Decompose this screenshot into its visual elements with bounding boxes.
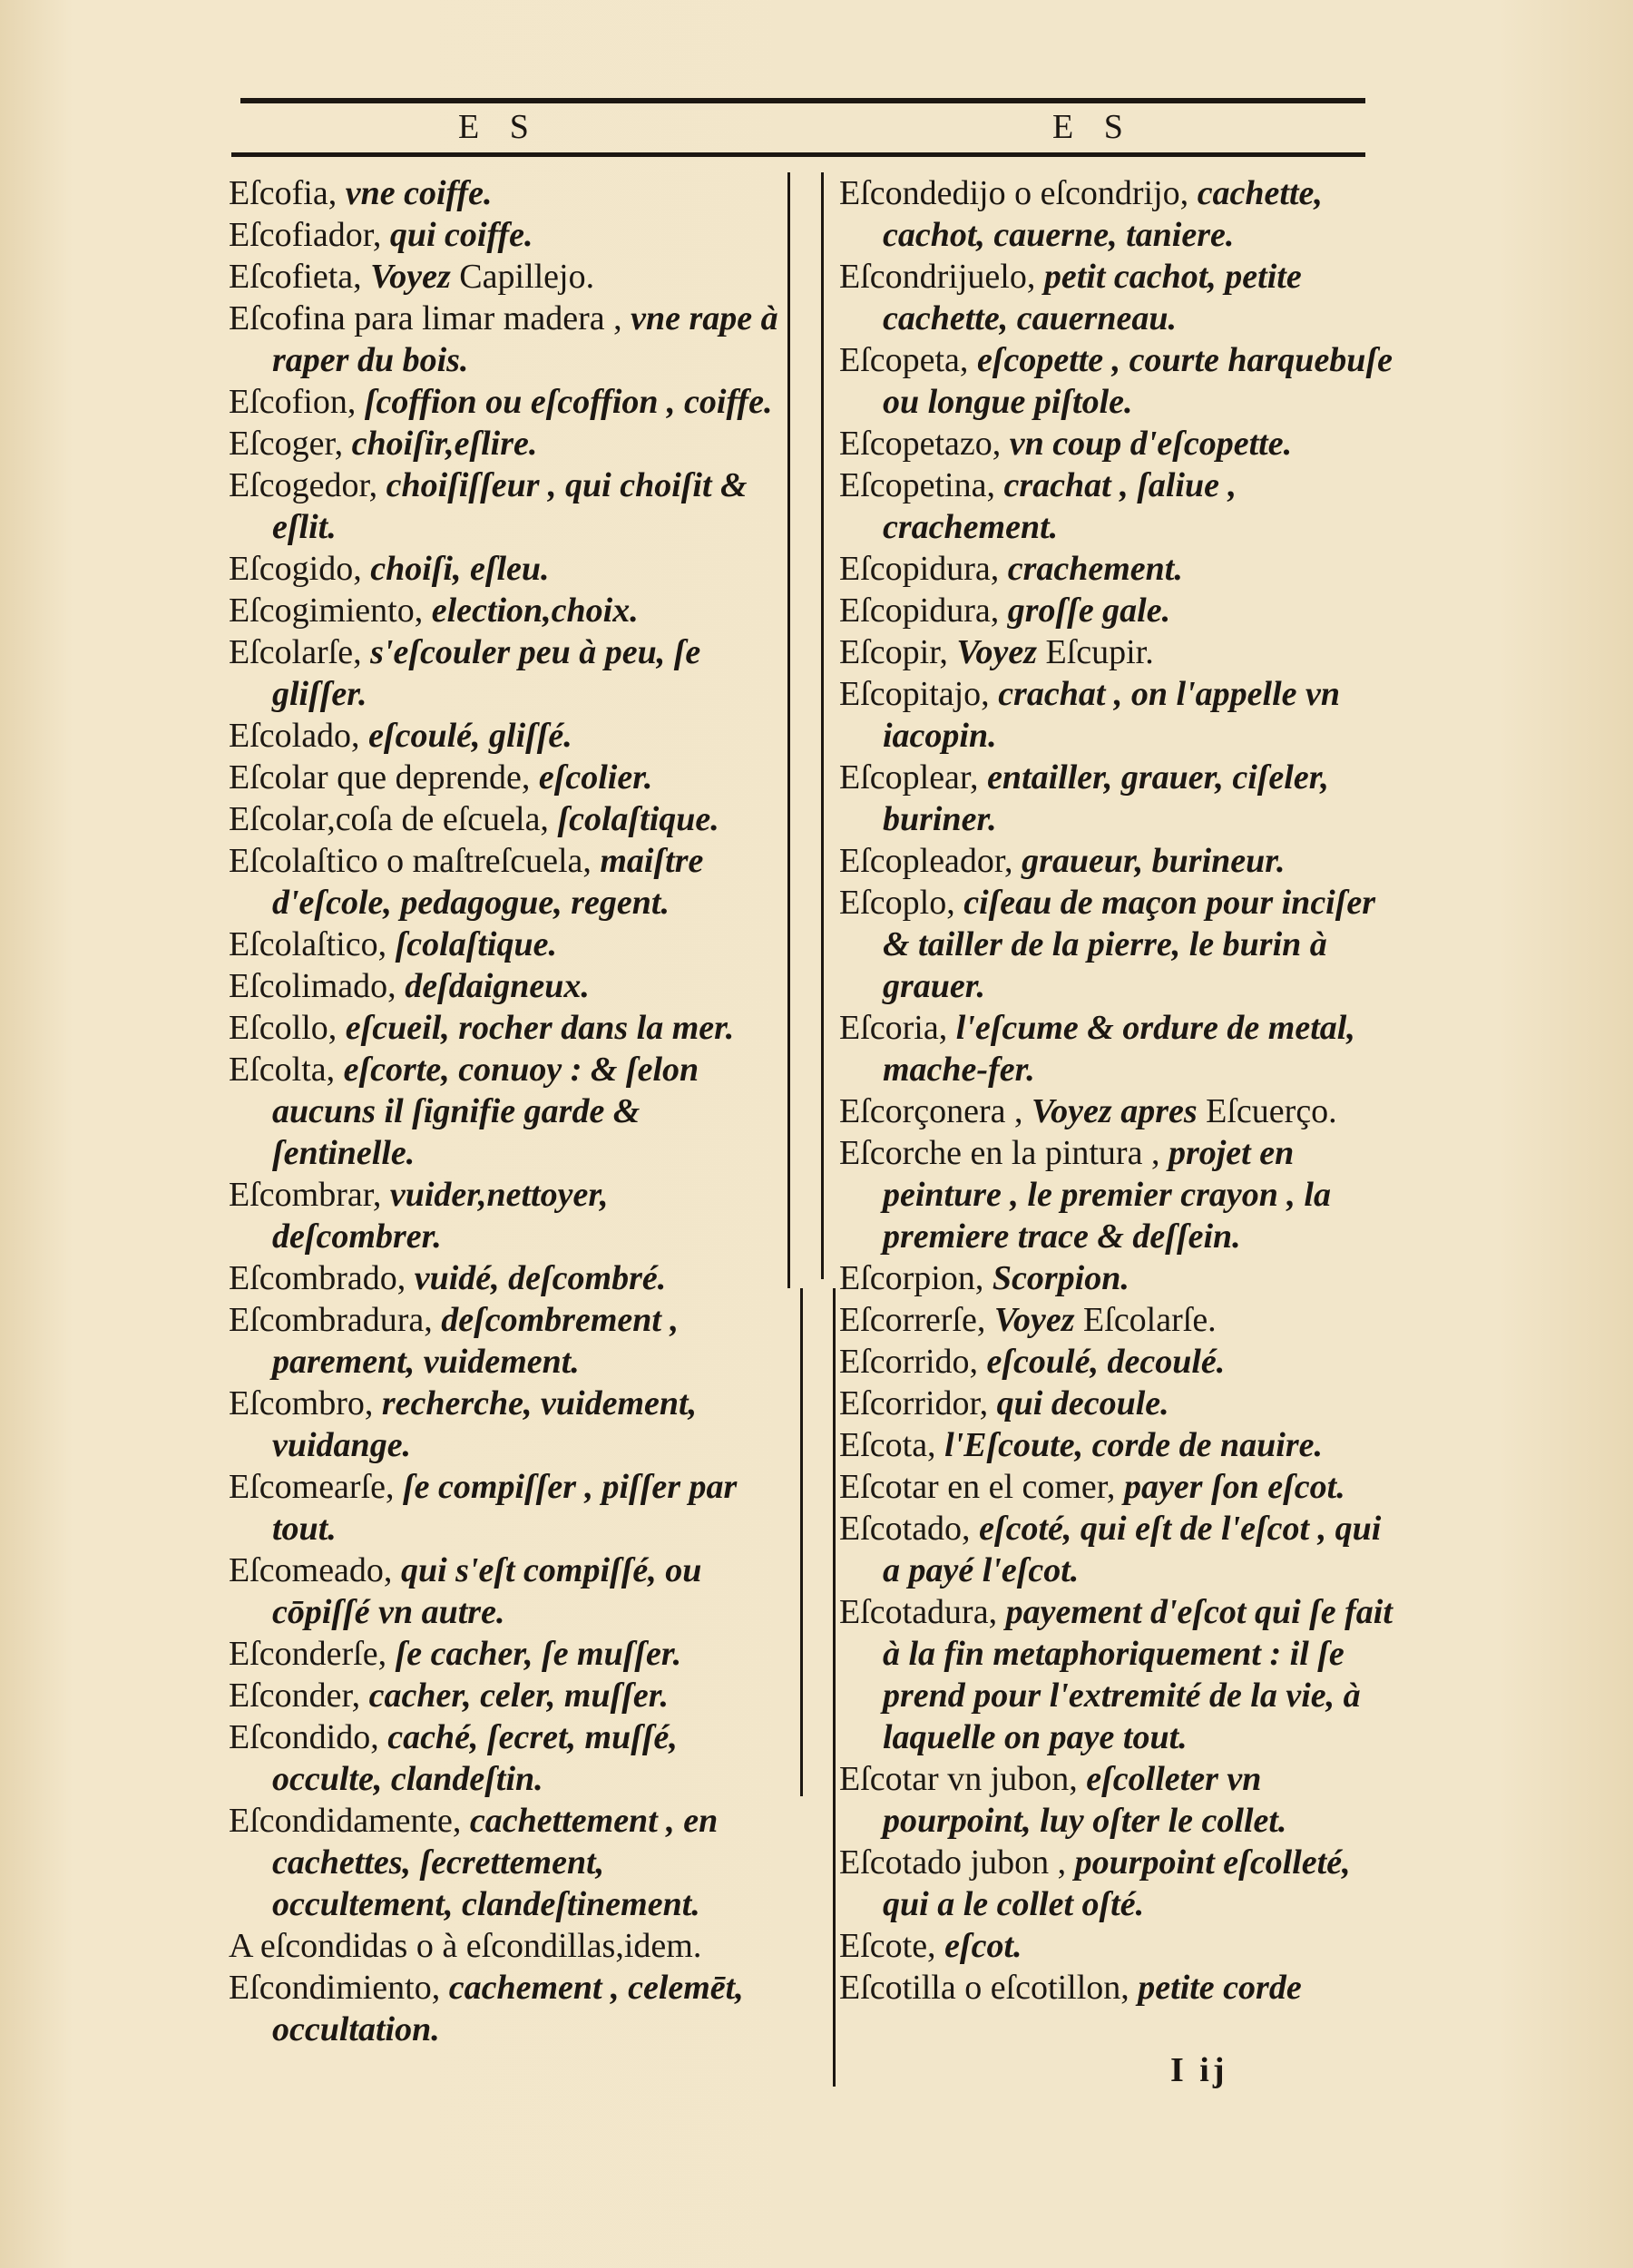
- entry-translation: ciſeau de maçon pour inciſer & tailler de la pierre, le burin à grauer.: [883, 884, 1376, 1005]
- entry-headword: Eſcofia,: [229, 174, 337, 212]
- entry-headword: Eſcorche en la pintura ,: [839, 1134, 1160, 1172]
- entry-translation: maiſtre d'eſcole, pedagogue, regent.: [272, 842, 704, 922]
- entry-translation: Voyez apres: [1032, 1092, 1198, 1130]
- entry-translation: s'eſcouler peu à peu, ſe gliſſer.: [272, 633, 701, 713]
- entry-headword: Eſcotadura,: [839, 1593, 998, 1631]
- entry-translation: l'eſcume & ordure de metal, mache-fer.: [883, 1009, 1355, 1089]
- entry-headword: Eſcombro,: [229, 1384, 374, 1422]
- entry-headword: Eſcondrijuelo,: [839, 258, 1036, 296]
- dictionary-entry: [229, 172, 782, 214]
- entry-translation: ſe cacher, ſe muſſer.: [395, 1635, 682, 1673]
- dictionary-entry: [229, 423, 782, 464]
- entry-headword: Eſcolaſtico o maſtreſcuela,: [229, 842, 592, 880]
- entry-translation: qui coiffe.: [389, 216, 533, 254]
- dictionary-entry: [229, 381, 782, 423]
- entry-cross-reference: Eſcolarſe.: [1083, 1301, 1217, 1339]
- entry-headword: Eſcogedor,: [229, 466, 378, 504]
- dictionary-entry: [839, 1383, 1402, 1424]
- entry-cross-reference: Capillejo.: [459, 258, 595, 296]
- entry-translation: eſcorte, conuoy : & ſelon aucuns il ſignifie garde & ſentinelle.: [272, 1051, 699, 1172]
- dictionary-entry: [839, 1341, 1402, 1383]
- dictionary-entry: [229, 1800, 782, 1925]
- dictionary-entry: [229, 1007, 782, 1049]
- entry-translation: ſcolaſtique.: [557, 800, 719, 838]
- entry-translation: qui decoule.: [996, 1384, 1169, 1422]
- entry-translation: vne rape à raper du bois.: [272, 299, 778, 379]
- entry-headword: Eſcorçonera ,: [839, 1092, 1023, 1130]
- dictionary-entry: [839, 1424, 1402, 1466]
- entry-translation: payer ſon eſcot.: [1123, 1468, 1345, 1506]
- dictionary-entry: [229, 1716, 782, 1800]
- entry-translation: payement d'eſcot qui ſe fait à la fin metaphoriquement : il ſe prend pour l'extremité de la vie, à laquelle on paye tout.: [883, 1593, 1393, 1756]
- dictionary-entry: [229, 298, 782, 381]
- entry-headword: Eſcopetina,: [839, 466, 995, 504]
- entry-headword: Eſcomearſe,: [229, 1468, 395, 1506]
- dictionary-entry: [229, 798, 782, 840]
- entry-headword: Eſcorrerſe,: [839, 1301, 986, 1339]
- entry-translation: petite corde: [1138, 1969, 1302, 2007]
- dictionary-entry: [229, 965, 782, 1007]
- entry-translation: ſcolaſtique.: [395, 925, 557, 963]
- entry-translation: Voyez: [956, 633, 1037, 671]
- entry-translation: graueur, burineur.: [1022, 842, 1286, 880]
- entry-translation: l'Eſcoute, corde de nauire.: [944, 1426, 1323, 1464]
- entry-translation: vn coup d'eſcopette.: [1009, 425, 1293, 463]
- entry-translation: eſcolleter vn pourpoint, luy oſter le collet.: [883, 1760, 1287, 1840]
- entry-translation: caché, ſecret, muſſé, occulte, clandeſtin.: [272, 1718, 678, 1798]
- entry-headword: Eſconder,: [229, 1677, 361, 1715]
- entry-headword: Eſcopitajo,: [839, 675, 990, 713]
- entry-translation: projet en peinture , le premier crayon , la premiere trace & deſſein.: [883, 1134, 1331, 1256]
- entry-headword: Eſcomeado,: [229, 1551, 393, 1589]
- entry-headword: Eſcopetazo,: [839, 425, 1002, 463]
- entry-headword: A eſcondidas o à eſcondillas,idem.: [229, 1927, 702, 1965]
- dictionary-entry: [839, 631, 1402, 673]
- entry-translation: vuider,nettoyer, deſcombrer.: [272, 1176, 609, 1256]
- entry-headword: Eſcopir,: [839, 633, 948, 671]
- entry-headword: Eſcolaſtico,: [229, 925, 387, 963]
- entry-headword: Eſcotado jubon ,: [839, 1843, 1067, 1882]
- dictionary-entry: [229, 1257, 782, 1299]
- entry-headword: Eſcopleador,: [839, 842, 1013, 880]
- dictionary-entry: [839, 1591, 1402, 1758]
- entry-headword: Eſcondedijo o eſcondrijo,: [839, 174, 1189, 212]
- dictionary-entry: [229, 214, 782, 256]
- entry-translation: choiſir,eſlire.: [351, 425, 538, 463]
- entry-headword: Eſcofina para limar madera ,: [229, 299, 622, 337]
- entry-headword: Eſcofiador,: [229, 216, 382, 254]
- entry-headword: Eſcombrado,: [229, 1259, 406, 1297]
- entry-translation: choiſi, eſleu.: [370, 550, 550, 588]
- dictionary-entry: [229, 715, 782, 757]
- entry-translation: eſcoté, qui eſt de l'eſcot , qui a payé l'eſcot.: [883, 1510, 1382, 1589]
- entry-headword: Eſcotar en el comer,: [839, 1468, 1116, 1506]
- entry-translation: eſcoulé, decoulé.: [986, 1343, 1226, 1381]
- entry-translation: crachat , ſaliue , crachement.: [883, 466, 1237, 546]
- entry-headword: Eſcondido,: [229, 1718, 379, 1756]
- entry-headword: Eſcondimiento,: [229, 1969, 441, 2007]
- entry-headword: Eſcorrido,: [839, 1343, 979, 1381]
- dictionary-entry: [839, 548, 1402, 590]
- entry-headword: Eſcogimiento,: [229, 591, 424, 630]
- dictionary-entry: [839, 1842, 1402, 1925]
- entry-translation: vuidé, deſcombré.: [414, 1259, 667, 1297]
- right-column: [839, 172, 1402, 2009]
- entry-translation: ſcoffion ou eſcoffion , coiffe.: [364, 383, 773, 421]
- entry-translation: petit cachot, petite cachette, cauerneau.: [883, 258, 1302, 337]
- entry-headword: Eſcoplear,: [839, 758, 979, 797]
- dictionary-entry: [229, 757, 782, 798]
- entry-translation: cachement , celemēt, occultation.: [272, 1969, 744, 2048]
- column-rule-upper-left: [787, 172, 790, 1288]
- dictionary-entry: [839, 1299, 1402, 1341]
- dictionary-entry: [839, 1132, 1402, 1257]
- entry-headword: Eſcopeta,: [839, 341, 969, 379]
- dictionary-entry: [229, 1174, 782, 1257]
- entry-headword: Eſcofion,: [229, 383, 357, 421]
- entry-headword: Eſconderſe,: [229, 1635, 387, 1673]
- entry-headword: Eſcollo,: [229, 1009, 337, 1047]
- entry-translation: pourpoint eſcolleté, qui a le collet oſté.: [883, 1843, 1351, 1923]
- entry-translation: entailler, grauer, ciſeler, buriner.: [883, 758, 1329, 838]
- entry-headword: Eſcolado,: [229, 717, 360, 755]
- entry-headword: Eſcotado,: [839, 1510, 971, 1548]
- entry-translation: eſcot.: [944, 1927, 1022, 1965]
- entry-translation: cachettement , en cachettes, ſecrettement, occultement, clandeſtinement.: [272, 1802, 719, 1923]
- entry-headword: Eſcoger,: [229, 425, 344, 463]
- dictionary-entry: [839, 1967, 1402, 2009]
- column-rule-lower-right: [833, 1288, 836, 2087]
- entry-translation: recherche, vuidement, vuidange.: [272, 1384, 698, 1464]
- entry-headword: Eſcondidamente,: [229, 1802, 462, 1840]
- entry-headword: Eſcolarſe,: [229, 633, 362, 671]
- entry-cross-reference: Eſcupir.: [1045, 633, 1154, 671]
- entry-headword: Eſcoria,: [839, 1009, 948, 1047]
- entry-translation: vne coiffe.: [345, 174, 493, 212]
- dictionary-entry: [229, 1633, 782, 1675]
- entry-translation: Voyez: [993, 1301, 1075, 1339]
- column-rule-upper-right: [821, 172, 824, 1279]
- dictionary-entry: [839, 256, 1402, 339]
- entry-translation: cachette, cachot, cauerne, taniere.: [883, 174, 1323, 254]
- entry-translation: deſcombrement , parement, vuidement.: [272, 1301, 679, 1381]
- entry-translation: cacher, celer, muſſer.: [368, 1677, 669, 1715]
- dictionary-entry: [229, 631, 782, 715]
- dictionary-entry: [229, 924, 782, 965]
- dictionary-entry: [839, 1758, 1402, 1842]
- header-rule-bottom: [231, 152, 1365, 157]
- dictionary-entry: [839, 757, 1402, 840]
- entry-headword: Eſcopidura,: [839, 591, 1000, 630]
- entry-headword: Eſcombrar,: [229, 1176, 382, 1214]
- entry-translation: choiſiſſeur , qui choiſit & eſlit.: [272, 466, 748, 546]
- dictionary-entry: [229, 548, 782, 590]
- entry-headword: Eſcombradura,: [229, 1301, 433, 1339]
- column-rule-lower-left: [800, 1288, 803, 1796]
- dictionary-entry: [229, 1383, 782, 1466]
- dictionary-entry: [229, 1549, 782, 1633]
- dictionary-entry: [839, 1090, 1402, 1132]
- left-column: [229, 172, 782, 2050]
- dictionary-entry: [839, 590, 1402, 631]
- entry-headword: Eſcoplo,: [839, 884, 955, 922]
- entry-headword: Eſcolta,: [229, 1051, 336, 1089]
- dictionary-entry: [839, 423, 1402, 464]
- entry-translation: groſſe gale.: [1007, 591, 1171, 630]
- dictionary-entry: [839, 840, 1402, 882]
- dictionary-entry: [229, 1049, 782, 1174]
- entry-translation: eſcolier.: [538, 758, 653, 797]
- dictionary-entry: [839, 882, 1402, 1007]
- dictionary-entry: [229, 590, 782, 631]
- entry-cross-reference: Eſcuerço.: [1206, 1092, 1337, 1130]
- entry-headword: Eſcorpion,: [839, 1259, 984, 1297]
- entry-translation: Voyez: [370, 258, 451, 296]
- entry-headword: Eſcotilla o eſcotillon,: [839, 1969, 1129, 2007]
- dictionary-entry: [839, 172, 1402, 256]
- entry-headword: Eſcota,: [839, 1426, 936, 1464]
- running-head-left: E S: [458, 108, 540, 146]
- header-rule-top: [240, 98, 1365, 103]
- entry-translation: crachement.: [1007, 550, 1183, 588]
- signature-mark: I ij: [1170, 2051, 1228, 2089]
- entry-translation: eſcoulé, gliſſé.: [368, 717, 572, 755]
- entry-headword: Eſcogido,: [229, 550, 362, 588]
- dictionary-entry: [229, 1675, 782, 1716]
- entry-headword: Eſcolar que deprende,: [229, 758, 531, 797]
- entry-translation: eſcueil, rocher dans la mer.: [345, 1009, 735, 1047]
- entry-headword: Eſcofieta,: [229, 258, 362, 296]
- entry-translation: eſcopette , courte harquebuſe ou longue piſtole.: [883, 341, 1393, 421]
- entry-translation: Scorpion.: [992, 1259, 1129, 1297]
- entry-headword: Eſcorridor,: [839, 1384, 989, 1422]
- entry-translation: deſdaigneux.: [405, 967, 590, 1005]
- dictionary-entry: [229, 464, 782, 548]
- entry-headword: Eſcote,: [839, 1927, 936, 1965]
- dictionary-entry: [839, 1466, 1402, 1508]
- entry-headword: Eſcotar vn jubon,: [839, 1760, 1078, 1798]
- entry-translation: crachat , on l'appelle vn iacopin.: [883, 675, 1340, 755]
- dictionary-entry: [839, 1257, 1402, 1299]
- dictionary-entry: [839, 464, 1402, 548]
- running-head-right: E S: [1052, 108, 1134, 146]
- entry-headword: Eſcolimado,: [229, 967, 396, 1005]
- entry-headword: Eſcopidura,: [839, 550, 1000, 588]
- entry-headword: Eſcolar,coſa de eſcuela,: [229, 800, 549, 838]
- dictionary-entry: [839, 1925, 1402, 1967]
- dictionary-entry: [229, 256, 782, 298]
- entry-translation: qui s'eſt compiſſé, ou cōpiſſé vn autre.: [272, 1551, 702, 1631]
- dictionary-entry: [229, 1299, 782, 1383]
- dictionary-entry: [839, 1007, 1402, 1090]
- dictionary-entry: [229, 840, 782, 924]
- dictionary-entry: [839, 1508, 1402, 1591]
- dictionary-entry: [229, 1967, 782, 2050]
- dictionary-entry: [839, 673, 1402, 757]
- entry-translation: election,choix.: [431, 591, 639, 630]
- dictionary-entry: [229, 1925, 782, 1967]
- entry-translation: ſe compiſſer , piſſer par tout.: [272, 1468, 738, 1548]
- dictionary-entry: [839, 339, 1402, 423]
- dictionary-entry: [229, 1466, 782, 1549]
